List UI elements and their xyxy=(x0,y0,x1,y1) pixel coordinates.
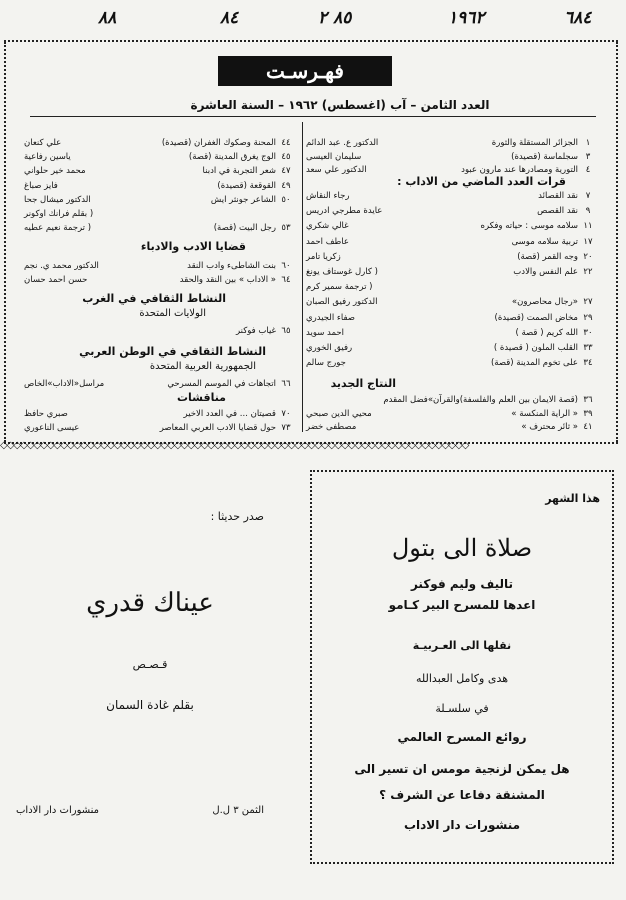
toc-entry xyxy=(306,266,596,279)
ad-salat-ila-batul xyxy=(310,470,614,864)
toc-entry-title: تربية سلامه موسى xyxy=(511,236,578,247)
toc-page-number: ١٧ xyxy=(583,236,593,247)
toc-entry-author: زكريا تامر xyxy=(306,251,341,262)
toc-entry xyxy=(306,394,596,407)
toc-entry xyxy=(306,312,596,325)
decorative-border: ◇◇◇◇◇◇◇◇◇◇◇◇◇◇◇◇◇◇◇◇◇◇◇◇◇◇◇◇◇◇◇◇◇◇◇◇◇◇◇◇◇◇◇◇◇◇◇◇◇◇◇◇◇◇◇◇◇◇◇◇◇◇◇◇◇◇◇◇◇◇ xyxy=(0,440,469,450)
toc-page-number: ٣٩ xyxy=(583,408,593,419)
toc-entry xyxy=(306,151,596,164)
book-translators: هدى وكامل العبدالله xyxy=(415,672,509,685)
ad-aynaka-qadari xyxy=(6,470,294,860)
toc-entry-title: اتجاهات في الموسم المسرحي xyxy=(167,379,276,389)
toc-entry-author: رفيق الخوري xyxy=(306,343,353,353)
toc-entry xyxy=(306,421,596,434)
toc-entry xyxy=(24,194,294,207)
toc-page-number: ٤٤ xyxy=(281,138,291,148)
toc-entry-author: صبري حافظ xyxy=(24,409,68,419)
toc-entry xyxy=(306,296,596,309)
toc-entry-author: ( بقلم فرانك اوكونر xyxy=(24,209,94,219)
handwritten-note: ١٩٦٢ xyxy=(448,8,485,28)
book-title: صلاة الى بتول xyxy=(391,534,533,562)
handwritten-note: ٨٥ ٢ xyxy=(318,8,352,28)
toc-entry-title: رجل البيت (قصة) xyxy=(213,223,276,234)
toc-entry xyxy=(24,260,294,273)
toc-page-number: ٣٤ xyxy=(583,358,593,369)
toc-entry-title: الجزائر المستقلة والثورة xyxy=(491,138,578,148)
toc-entry xyxy=(306,190,596,203)
toc-page-number: ١ xyxy=(585,138,591,148)
toc-entry xyxy=(306,281,596,294)
toc-page-number: ٩ xyxy=(585,206,591,217)
toc-page-number: ٤٧ xyxy=(281,166,291,177)
toc-entry xyxy=(24,222,294,235)
section-heading: النتاج الجديد xyxy=(330,377,396,390)
toc-entry-title: مخاض الصمت (قصيدة) xyxy=(494,312,578,323)
toc-entry-author: فايز صباغ xyxy=(24,180,58,191)
ad-label: صدر حديثا : xyxy=(210,510,264,523)
toc-entry-author: غالي شكري xyxy=(306,221,349,232)
toc-page-number: ٦٦ xyxy=(281,379,291,389)
toc-entry xyxy=(306,251,596,264)
toc-entry xyxy=(306,357,596,370)
toc-entry-title: علم النفس والادب xyxy=(513,267,578,277)
toc-entry-title: حول قضايا الادب العربي المعاصر xyxy=(159,422,276,433)
toc-page-number: ٣٣ xyxy=(583,343,593,353)
ad-question: المشنقة دفاعا عن الشرف ؟ xyxy=(379,788,545,802)
toc-entry-author: الدكتور علي سعد xyxy=(306,165,367,175)
toc-entry-author: عايدة مطرجي ادريس xyxy=(306,206,383,217)
toc-entry xyxy=(24,208,294,221)
toc-entry xyxy=(24,408,294,421)
toc-entry-title: سلامه موسى : حياته وفكره xyxy=(480,221,578,232)
toc-entry xyxy=(306,137,596,150)
book-genre: قـصـص xyxy=(132,658,168,671)
toc-entry-author: ( ترجمة سمير كرم xyxy=(306,282,373,293)
toc-entry-title: الله كريم ( قصة ) xyxy=(515,327,578,338)
toc-entry-title: المحنة وصكوك الغفران (قصيدة) xyxy=(161,138,276,148)
handwritten-note: ٨٤ xyxy=(220,8,239,28)
toc-entry-author: الدكتور ع. عبد الدائم xyxy=(306,138,379,148)
toc-entry-title: « ثائر محترف » xyxy=(521,422,578,432)
toc-entry-author: جورج سالم xyxy=(306,358,346,369)
toc-entry-author: الدكتور رفيق الصبان xyxy=(306,297,378,308)
section-heading: النشاط الثقافي في الغرب xyxy=(82,292,226,305)
series-name: روائع المسرح العالمي xyxy=(397,730,527,744)
column-divider xyxy=(302,122,303,432)
toc-entry-author: علي كنعان xyxy=(24,138,62,148)
book-adapter: اعدها للمسرح البير كـامو xyxy=(388,598,536,612)
toc-page-number: ٣٦ xyxy=(583,395,593,405)
toc-entry-author: الدكتور ميشال جحا xyxy=(24,194,91,205)
toc-entry-title: وجه القمر (قصة) xyxy=(517,251,578,262)
toc-page-number: ٤١ xyxy=(583,422,593,432)
section-heading: قرات العدد الماضي من الاداب : xyxy=(397,175,566,188)
toc-page-number: ٣ xyxy=(585,151,591,162)
ad-publisher: منشورات دار الاداب xyxy=(16,805,100,816)
toc-entry-author: ( كارل غوستاف يونغ xyxy=(306,267,378,277)
toc-entry xyxy=(24,180,294,193)
toc-entry-author: محمد خير حلواني xyxy=(24,166,86,177)
toc-entry xyxy=(306,327,596,340)
section-heading: قضايا الادب والادباء xyxy=(140,240,246,253)
toc-page-number: ٦٥ xyxy=(281,326,291,336)
toc-entry xyxy=(306,342,596,355)
toc-entry-author: حسن احمد حسان xyxy=(24,274,88,285)
toc-page-number: ٤٥ xyxy=(281,152,291,163)
handwritten-note: ٦٨٤ xyxy=(564,8,592,28)
page-title: فهـرسـت xyxy=(218,56,392,86)
toc-entry-title: « الاداب » بين النقد والحقد xyxy=(179,274,276,285)
toc-entry xyxy=(24,325,294,338)
toc-page-number: ٧٣ xyxy=(281,422,291,433)
toc-entry xyxy=(306,408,596,421)
ad-publisher: منشورات دار الاداب xyxy=(403,818,521,832)
toc-page-number: ٥٠ xyxy=(281,194,291,205)
toc-entry-title: بنت الشاطىء وادب النقد xyxy=(187,261,276,271)
toc-entry-title: سجلماسة (قصيدة) xyxy=(511,151,578,162)
toc-entry-title: « الراية المنكسة » xyxy=(511,408,578,419)
toc-entry-title: على تخوم المدينة (قصة) xyxy=(490,358,578,369)
toc-entry-author: احمد سويد xyxy=(306,327,345,338)
section-heading: مناقشات xyxy=(176,391,226,404)
ad-label: هذا الشهر xyxy=(545,492,600,505)
toc-entry xyxy=(24,137,294,150)
toc-entry-title: القلب الملون ( قصيدة ) xyxy=(493,343,578,353)
toc-entry-author: الدكتور محمد ي. نجم xyxy=(24,261,99,271)
divider xyxy=(30,116,596,117)
toc-entry-author: سليمان العيسى xyxy=(306,151,362,162)
toc-entry-author: عيسى الناعوري xyxy=(24,422,80,433)
ad-question: هل يمكن لزنجية مومس ان تسير الى xyxy=(354,762,570,776)
toc-entry xyxy=(24,422,294,435)
toc-entry xyxy=(306,236,596,249)
handwritten-note: ٨٨ xyxy=(98,8,117,28)
toc-entry-title: نقد القصص xyxy=(537,206,578,217)
toc-entry-title: التورية ومصادرها عند مارون عبود xyxy=(461,165,578,175)
toc-entry-author: صفاء الجيدري xyxy=(306,312,356,323)
toc-entry-title: شعر التجربة في ادبنا xyxy=(202,166,276,177)
toc-entry-title: الوج يغرق المدينة (قصة) xyxy=(188,152,276,163)
toc-page-number: ٦٤ xyxy=(281,274,291,285)
toc-entry-title: «رجال محاصرون» xyxy=(511,297,578,308)
toc-page-number: ٢٩ xyxy=(583,312,593,323)
section-subheading: الجمهورية العربية المتحدة xyxy=(149,361,256,372)
issue-subtitle: العدد الثامن – آب (اغسطس) ١٩٦٢ – السنة العاشرة xyxy=(190,98,490,112)
toc-page-number: ٥٣ xyxy=(281,223,291,234)
toc-entry xyxy=(24,274,294,287)
toc-entry-author: رجاء النقاش xyxy=(306,191,350,201)
book-author: بقلم غادة السمان xyxy=(106,698,194,712)
series-prefix: في سلسـلة xyxy=(435,702,489,715)
toc-entry-author: مصطفى خضر xyxy=(306,422,357,432)
toc-entry xyxy=(306,220,596,233)
book-title: عيناك قدري xyxy=(86,588,214,618)
toc-page-number: ١١ xyxy=(583,221,593,232)
section-subheading: الولايات المتحدة xyxy=(139,308,206,319)
toc-entry-author: محيي الدين صبحي xyxy=(306,408,372,419)
toc-entry-title: نقد القصائد xyxy=(538,191,578,201)
toc-entry xyxy=(306,205,596,218)
book-translated: نقلها الى العـربيـة xyxy=(412,639,512,652)
toc-entry-author: ( ترجمة نعيم عطيه xyxy=(24,223,92,234)
toc-entry xyxy=(24,151,294,164)
toc-entry xyxy=(24,378,294,391)
toc-page-number: ٤ xyxy=(585,165,591,175)
toc-entry-title: الشاعر جونثر ايش xyxy=(210,194,276,205)
book-author: تاليف وليم فوكنر xyxy=(410,577,514,591)
toc-entry-title: القوقعة (قصيدة) xyxy=(217,180,276,191)
toc-entry-author: عاطف احمد xyxy=(306,236,349,247)
toc-entry-title: غياب فوكنر xyxy=(235,326,276,336)
toc-page-number: ٦٠ xyxy=(281,261,291,271)
toc-page-number: ٤٩ xyxy=(281,180,291,191)
toc-page-number: ٧ xyxy=(585,191,591,201)
toc-page-number: ٢٠ xyxy=(583,251,593,262)
toc-page-number: ٢٧ xyxy=(583,297,593,308)
toc-page-number: ٧٠ xyxy=(281,409,291,419)
toc-page-number: ٣٠ xyxy=(583,327,593,338)
toc-entry-author: ياسين رفاعية xyxy=(24,152,71,163)
toc-entry xyxy=(24,165,294,178)
toc-entry-title: (قصة الايمان بين العلم والفلسفة)والقرآن»فضل المقدم xyxy=(383,395,578,405)
book-price: الثمن ٣ ل.ل xyxy=(212,805,264,816)
section-heading: النشاط الثقافي في الوطن العربي xyxy=(79,345,266,358)
toc-entry-author: مراسل«الاداب»الخاص xyxy=(24,379,105,389)
toc-entry-title: قصيتان ... في العدد الاخير xyxy=(183,409,276,419)
toc-page-number: ٢٢ xyxy=(583,267,593,277)
